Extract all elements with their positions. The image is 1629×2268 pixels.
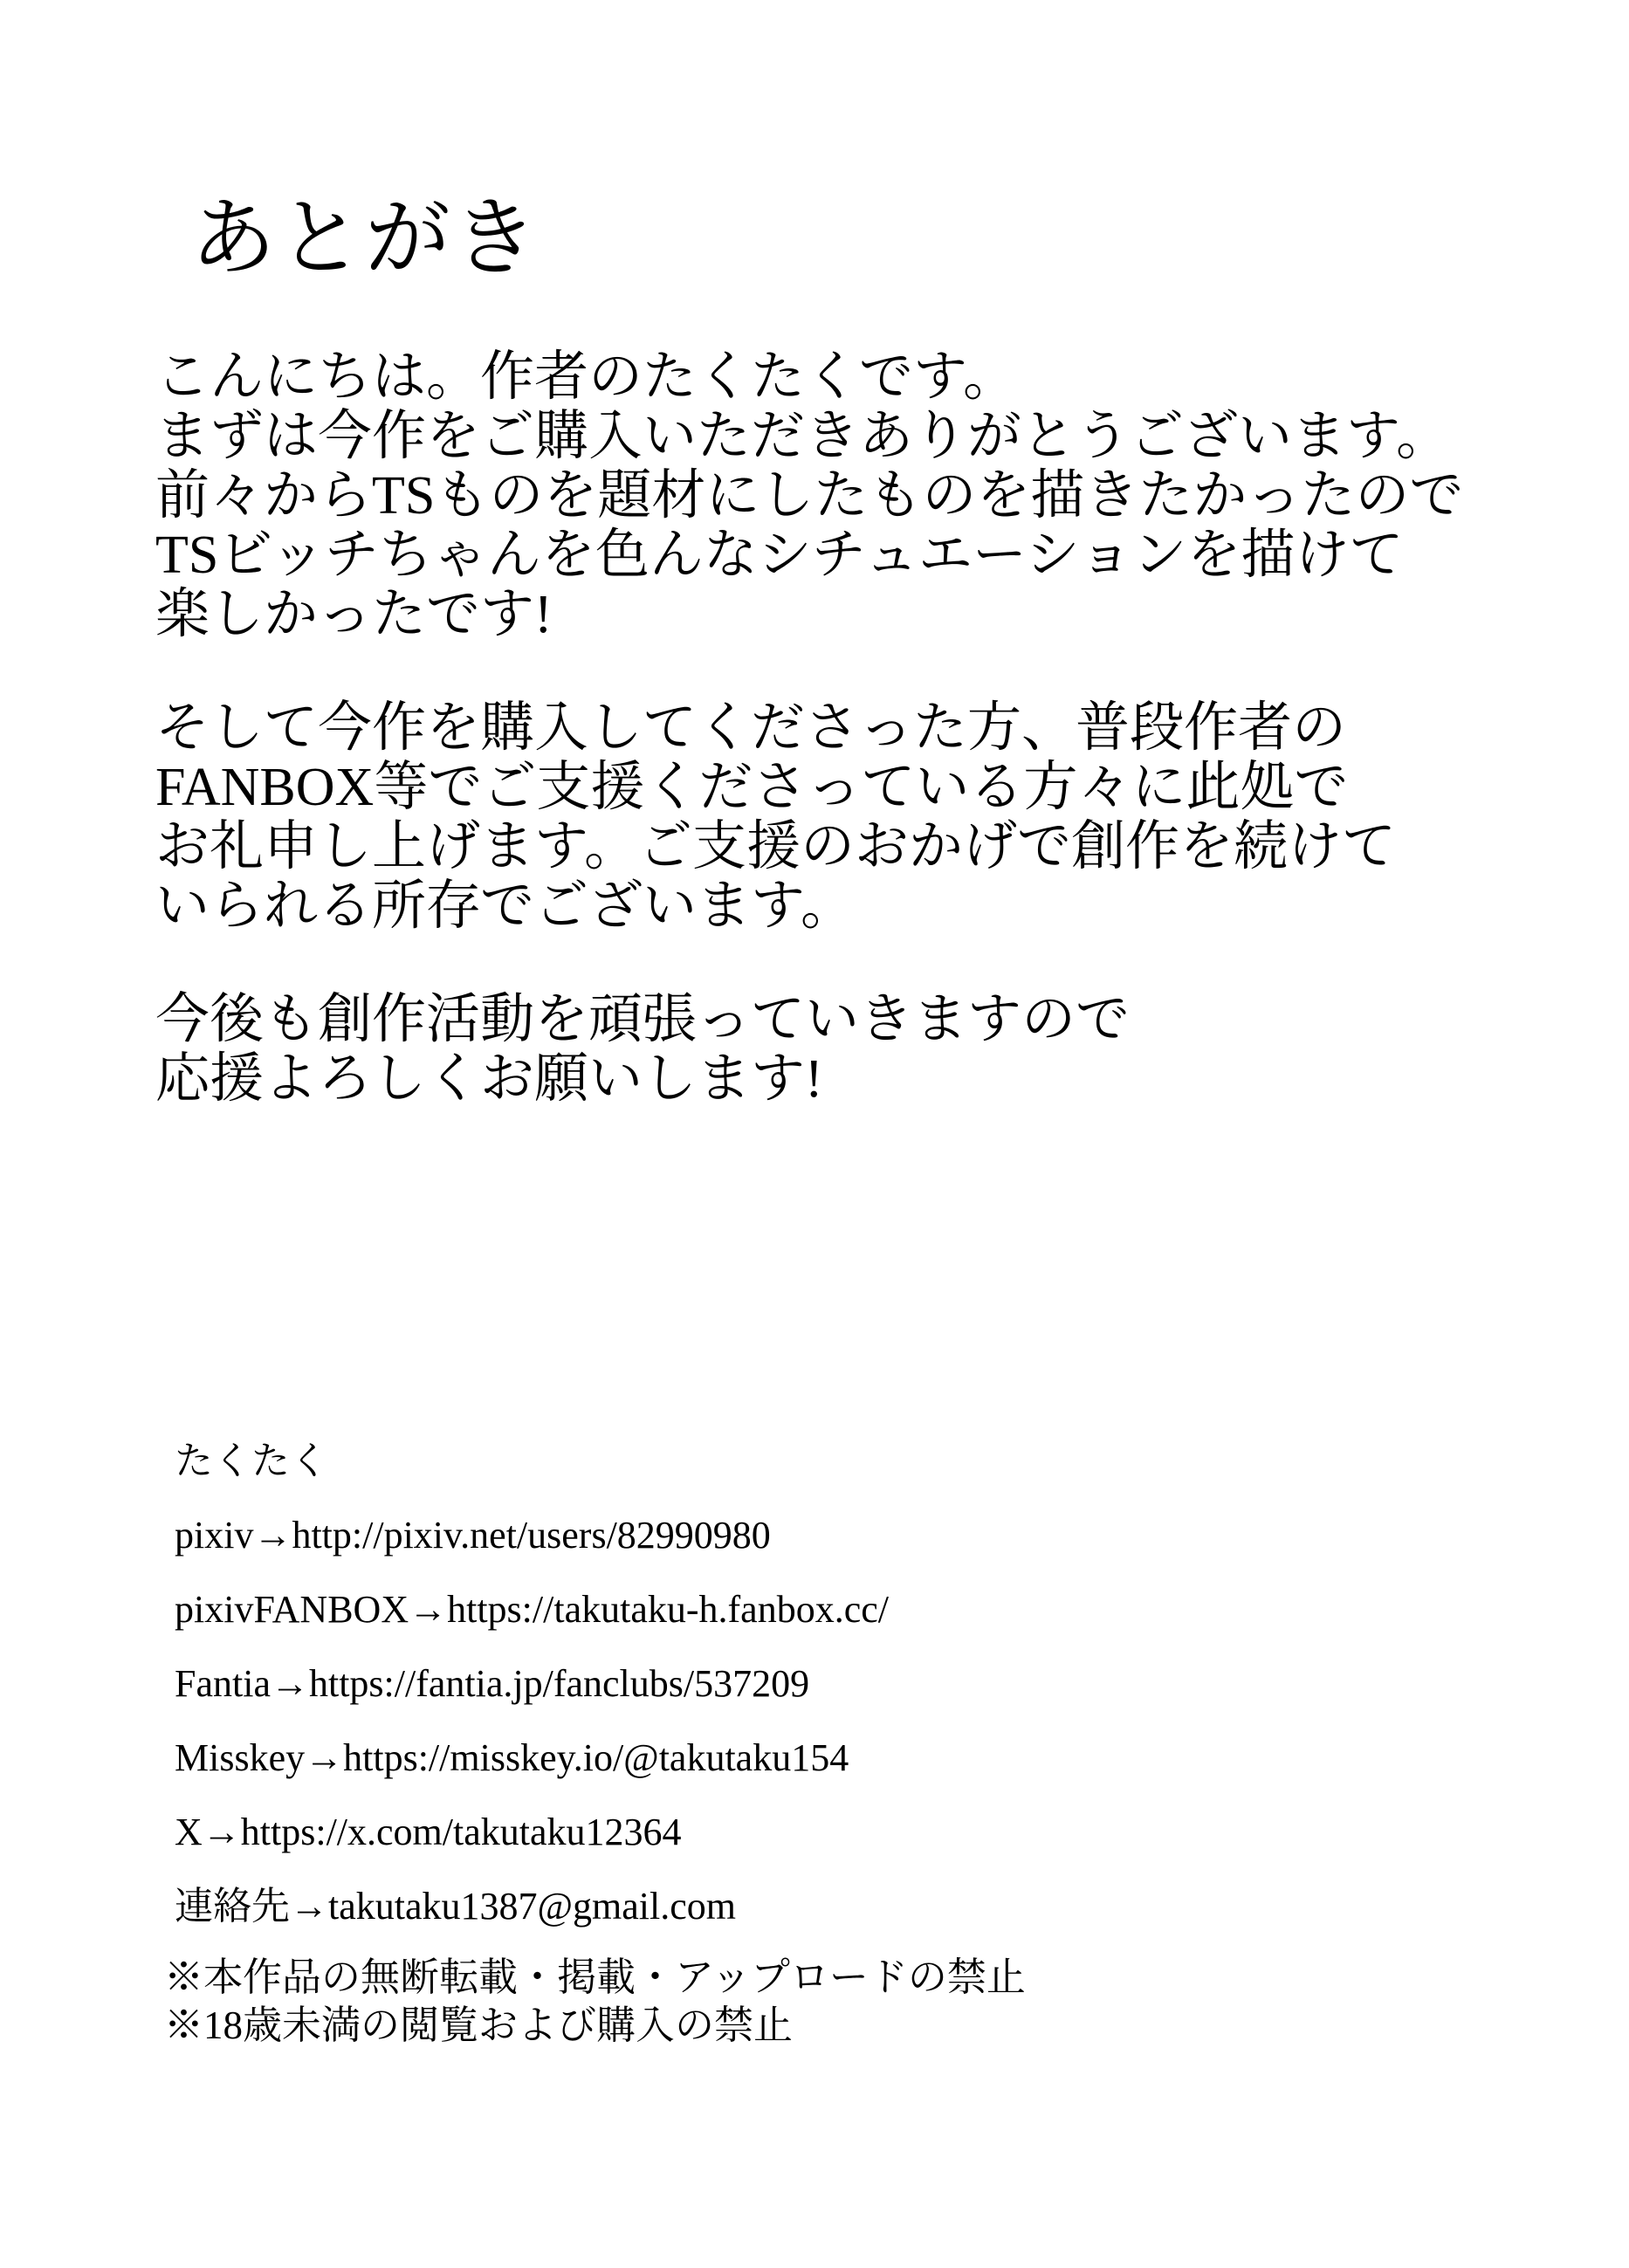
body-line: 前々からTSものを題材にしたものを描きたかったので — [155, 466, 1464, 526]
body-line: TSビッチちゃんを色んなシチュエーションを描けて — [155, 526, 1404, 585]
link-fantia: Fantia→https://fantia.jp/fanclubs/537209 — [175, 1662, 810, 1705]
link-pixiv-fanbox: pixivFANBOX→https://takutaku-h.fanbox.cc/ — [175, 1588, 889, 1631]
paragraph-greeting — [155, 347, 1463, 644]
body-line: こんにちは。作者のたくたくです。 — [155, 347, 1018, 407]
body-line: いられる所存でございます。 — [155, 876, 856, 936]
body-line: 今後も創作活動を頑張っていきますので — [155, 990, 1131, 1049]
link-x: X→https://x.com/takutaku12364 — [175, 1811, 682, 1853]
afterword-body — [155, 347, 1463, 1163]
page-title: あとがき — [190, 191, 540, 286]
author-name: たくたく — [175, 1440, 328, 1482]
notice-age-restriction: ※18歳未満の閲覧および購入の禁止 — [164, 2003, 794, 2047]
body-line: お礼申し上げます。ご支援のおかげで創作を続けて — [155, 817, 1397, 876]
paragraph-closing — [155, 990, 1463, 1109]
body-line: 応援よろしくお願いします! — [155, 1049, 823, 1109]
body-line: そして今作を購入してくださった方、普段作者の — [155, 698, 1347, 758]
contact-block — [175, 1440, 889, 1960]
notice-no-repost: ※本作品の無断転載・掲載・アップロードの禁止 — [164, 1955, 1026, 1999]
body-line: 楽しかったです! — [155, 585, 553, 644]
body-line: まずは今作をご購入いただきありがとうございます。 — [155, 407, 1451, 466]
link-misskey: Misskey→https://misskey.io/@takutaku154 — [175, 1736, 849, 1779]
legal-notices — [164, 1954, 1026, 2050]
body-line: FANBOX等でご支援くださっている方々に此処で — [155, 758, 1349, 817]
link-pixiv: pixiv→http://pixiv.net/users/82990980 — [175, 1514, 771, 1557]
paragraph-thanks — [155, 698, 1463, 936]
contact-email: 連絡先→takutaku1387@gmail.com — [175, 1885, 736, 1928]
